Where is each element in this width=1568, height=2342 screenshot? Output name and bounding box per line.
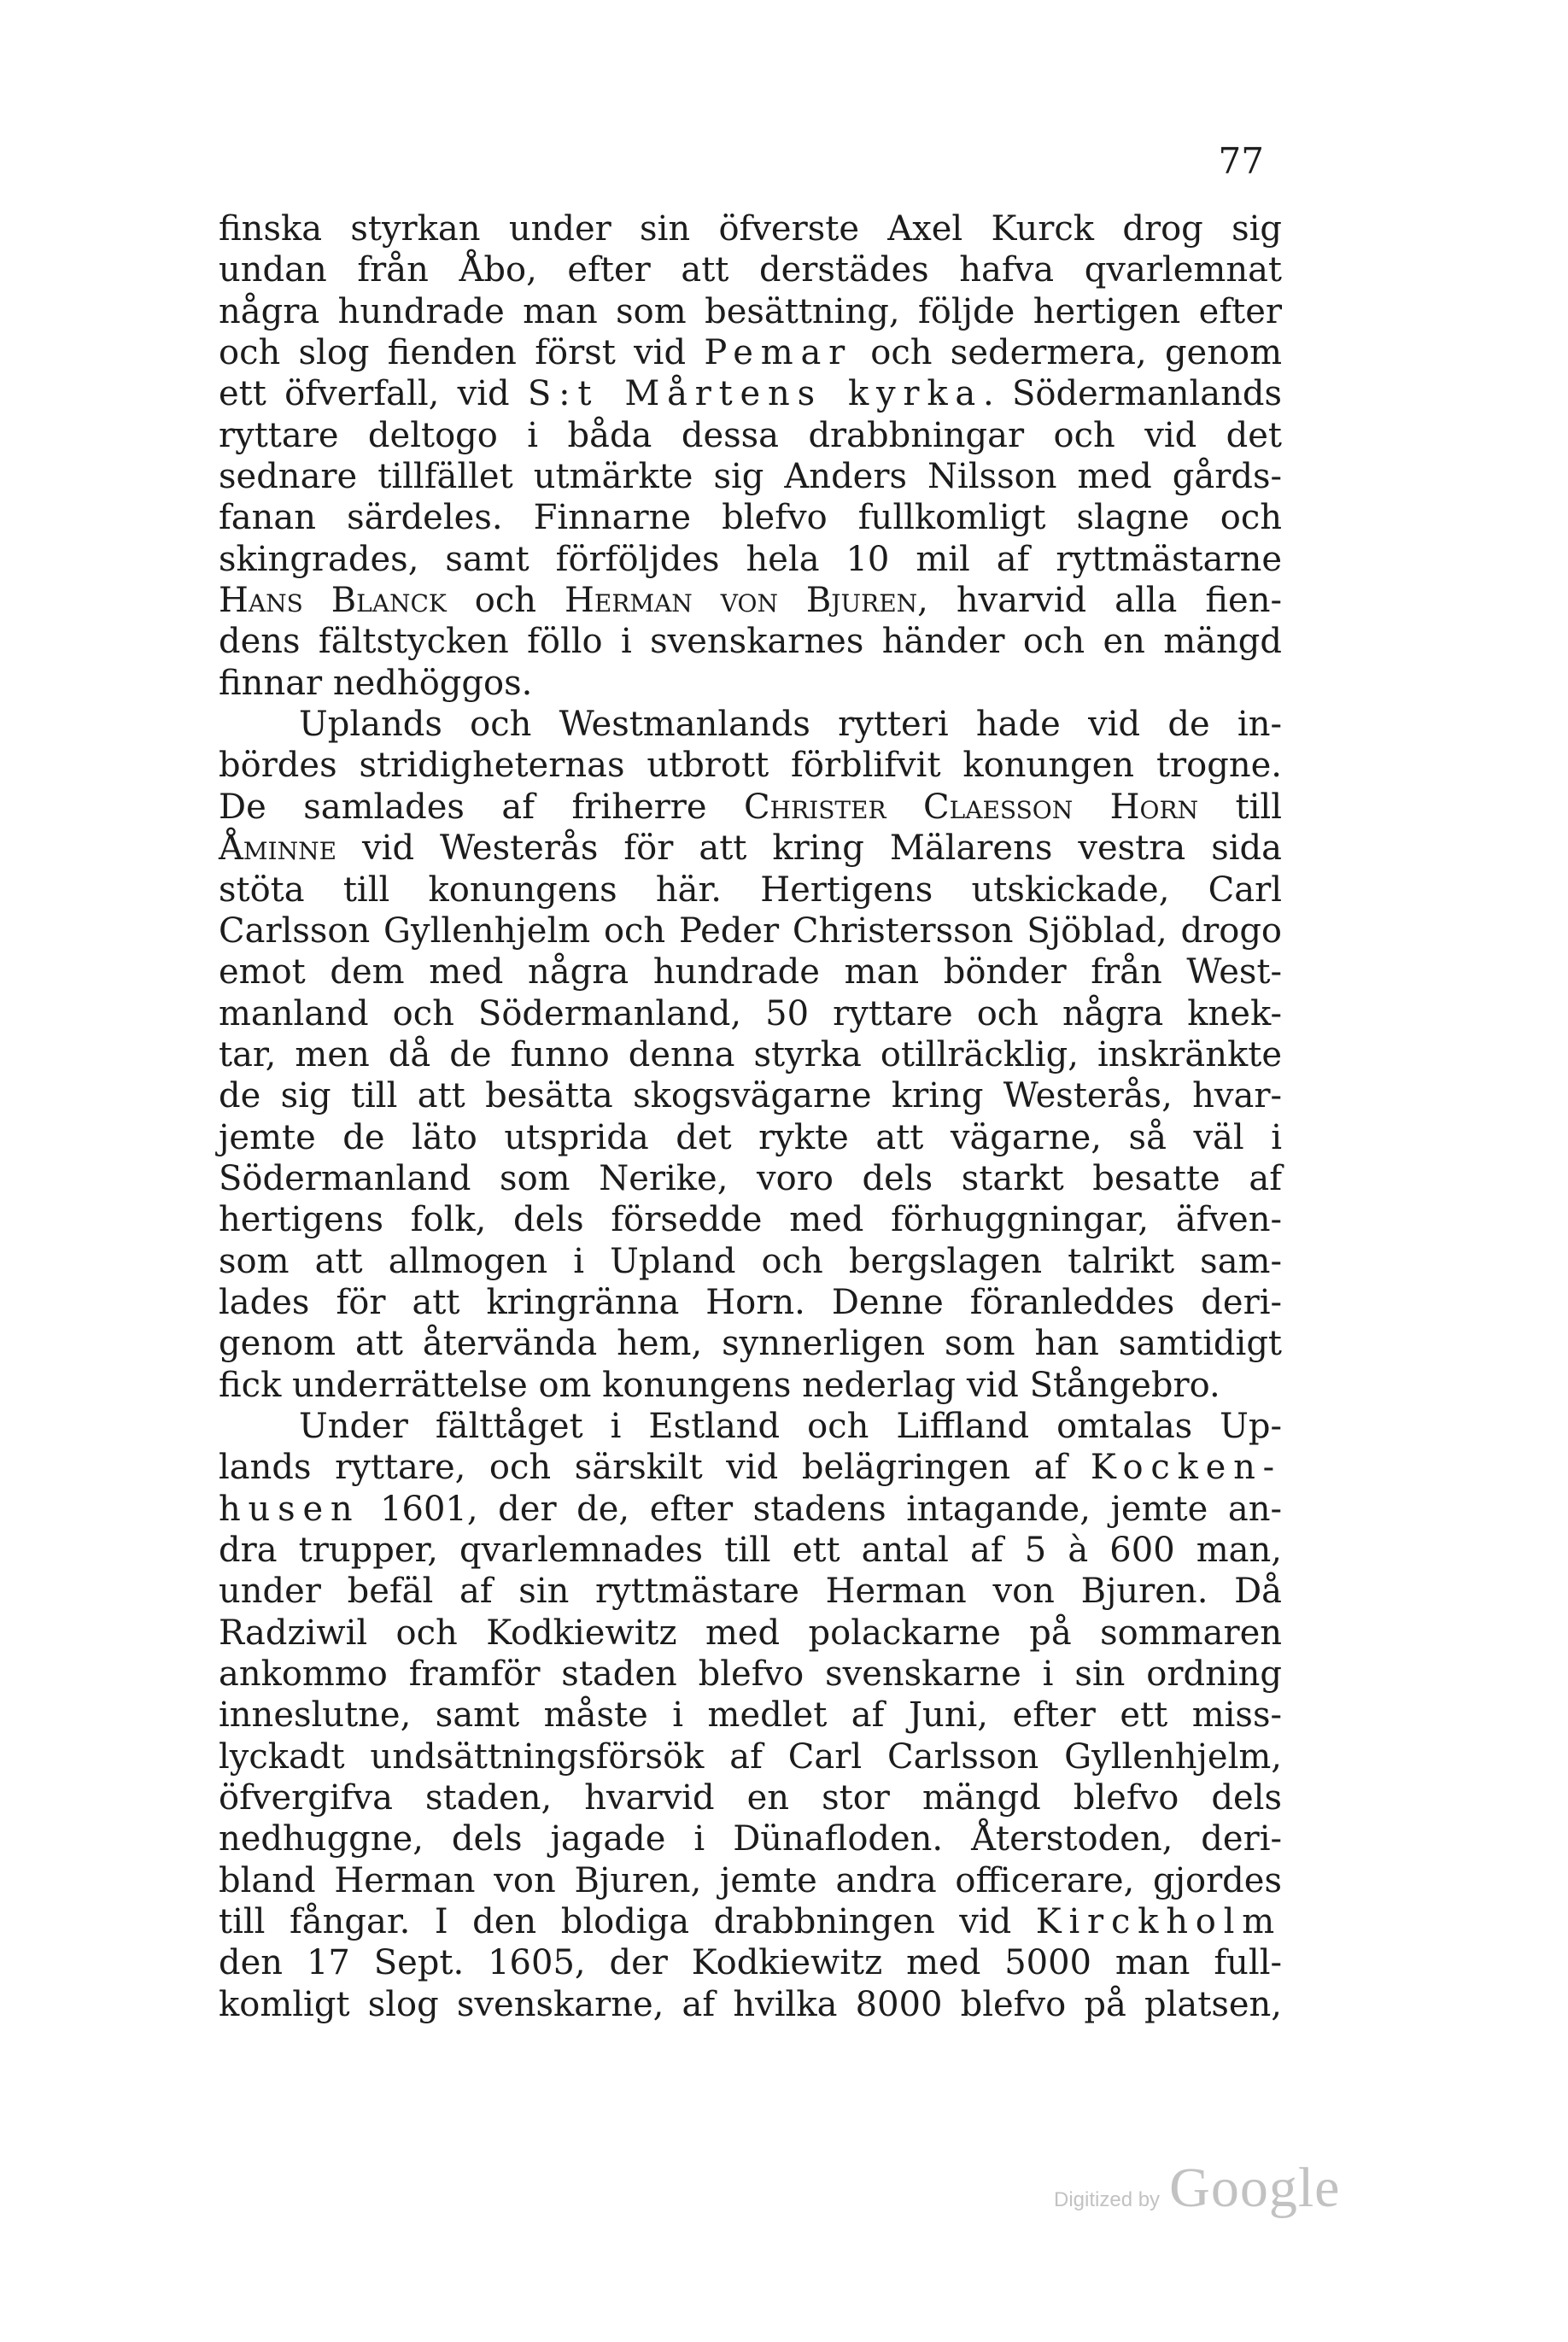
text-line	[219, 828, 1282, 869]
text-run: vid Westerås för att kring Mälarens vestra sida	[336, 828, 1282, 869]
text-line	[219, 1736, 1282, 1777]
spaced-place-name: Pemar	[704, 333, 853, 373]
text-run: bland Herman von Bjuren, jemte andra officerare, gjordes	[219, 1860, 1282, 1900]
text-line	[219, 1241, 1282, 1282]
text-run: undan från Åbo, efter att derstädes hafva qvarlemnat	[219, 250, 1282, 290]
digitized-by-label: Digitized by	[1054, 2188, 1161, 2211]
text-run: och	[446, 581, 565, 621]
small-caps-name: Åminne	[219, 828, 337, 869]
text-line	[219, 951, 1282, 992]
google-logo: Google	[1169, 2157, 1341, 2219]
text-line	[219, 373, 1282, 414]
text-run: Radziwil och Kodkiewitz med polackarne på sommaren	[219, 1613, 1282, 1653]
text-line	[219, 332, 1282, 373]
small-caps-name: Hans Blanck	[219, 581, 447, 621]
text-run: . Södermanlands	[983, 374, 1282, 414]
text-run: och sedermera, genom	[852, 333, 1283, 373]
small-caps-name: Herman von Bjuren	[565, 581, 918, 621]
text-line	[219, 580, 1282, 621]
spaced-place-name: husen	[219, 1489, 360, 1529]
text-run: komligt slog svenskarne, af hvilka 8000 blefvo på platsen,	[219, 1984, 1282, 2024]
text-line	[219, 1901, 1282, 1942]
text-line	[219, 993, 1282, 1034]
text-run: finska styrkan under sin öfverste Axel Kurck drog sig	[219, 209, 1282, 249]
text-run: manland och Södermanland, 50 ryttare och några knek-	[219, 993, 1282, 1033]
text-line	[219, 869, 1282, 910]
text-run: fick underrättelse om konungens nederlag vid Stångebro.	[219, 1365, 1220, 1405]
text-line	[219, 1158, 1282, 1199]
text-run: dens fältstycken föllo i svenskarnes händer och en mängd	[219, 622, 1282, 662]
text-line	[219, 539, 1282, 580]
text-run: några hundrade man som besättning, följde hertigen efter	[219, 291, 1282, 331]
text-line	[219, 787, 1282, 828]
text-line	[219, 1365, 1282, 1406]
text-line	[219, 249, 1282, 290]
text-line	[219, 1199, 1282, 1240]
text-run: hertigens folk, dels försedde med förhuggningar, äfven-	[219, 1200, 1282, 1240]
text-line	[219, 1984, 1282, 2025]
text-run: Carlsson Gyllenhjelm och Peder Christersson Sjöblad, drogo	[219, 910, 1282, 951]
text-run: sednare tillfället utmärkte sig Anders Nilsson med gårds-	[219, 457, 1282, 497]
text-line	[219, 663, 1282, 704]
text-line	[219, 1034, 1282, 1075]
text-line	[219, 1117, 1282, 1158]
text-line	[219, 910, 1282, 951]
text-run: lades för att kringränna Horn. Denne föranleddes deri-	[219, 1282, 1282, 1322]
text-run: under befäl af sin ryttmästare Herman von Bjuren. Då	[219, 1572, 1282, 1612]
text-run: nedhuggne, dels jagade i Dünafloden. Återstoden, deri-	[219, 1819, 1282, 1859]
text-line	[219, 1447, 1282, 1488]
spaced-place-name: S:t Mårtens kyrka	[527, 374, 984, 414]
text-line	[219, 621, 1282, 662]
spaced-place-name: Kocken-	[1090, 1448, 1282, 1488]
text-line	[219, 1942, 1282, 1983]
text-run: ett öfverfall, vid	[219, 374, 528, 414]
text-run: , hvarvid alla fien-	[917, 581, 1282, 621]
text-line	[219, 291, 1282, 332]
text-run: ryttare deltogo i båda dessa drabbningar och vid det	[219, 415, 1282, 455]
text-run: emot dem med några hundrade man bönder från West-	[219, 952, 1282, 992]
text-line	[219, 1654, 1282, 1695]
text-run: lyckadt undsättningsförsök af Carl Carlsson Gyllenhjelm,	[219, 1736, 1282, 1777]
digitization-watermark	[1054, 2156, 1340, 2221]
text-run: och slog fienden först vid	[219, 333, 705, 373]
text-line	[219, 1695, 1282, 1736]
text-run: den 17 Sept. 1605, der Kodkiewitz med 5000 man full-	[219, 1943, 1282, 1983]
text-line	[219, 1489, 1282, 1530]
text-run: till fångar. I den blodiga drabbningen vid	[219, 1902, 1036, 1942]
text-run: inneslutne, samt måste i medlet af Juni, efter ett miss-	[219, 1695, 1282, 1736]
text-line	[219, 1860, 1282, 1901]
text-run: lands ryttare, och särskilt vid belägringen af	[219, 1448, 1091, 1488]
text-line	[219, 1282, 1282, 1323]
text-run: stöta till konungens här. Hertigens utskickade, Carl	[219, 869, 1282, 910]
text-run: genom att återvända hem, synnerligen som han samtidigt	[219, 1324, 1282, 1364]
text-line	[219, 1406, 1282, 1447]
text-line	[219, 745, 1282, 786]
text-run: dra trupper, qvarlemnades till ett antal af 5 à 600 man,	[219, 1531, 1282, 1570]
text-run: Södermanland som Nerike, voro dels starkt besatte af	[219, 1158, 1282, 1198]
text-run: Under fälttåget i Estland och Liffland omtalas Up-	[299, 1406, 1282, 1446]
text-line	[219, 1530, 1282, 1571]
text-run: skingrades, samt förföljdes hela 10 mil af ryttmästarne	[219, 539, 1282, 579]
text-run: öfvergifva staden, hvarvid en stor mängd blefvo dels	[219, 1778, 1282, 1818]
text-run: Uplands och Westmanlands rytteri hade vid de in-	[299, 705, 1282, 745]
text-run: tar, men då de funno denna styrka otillräcklig, inskränkte	[219, 1034, 1282, 1074]
text-run: som att allmogen i Upland och bergslagen talrikt sam-	[219, 1241, 1282, 1281]
text-line	[219, 704, 1282, 745]
body-text	[219, 208, 1282, 2025]
text-line	[219, 415, 1282, 456]
text-run: ankommo framför staden blefvo svenskarne i sin ordning	[219, 1654, 1282, 1695]
text-run: 1601, der de, efter stadens intagande, jemte an-	[360, 1489, 1282, 1529]
text-run: finnar nedhöggos.	[219, 663, 533, 703]
page-number: 77	[1218, 140, 1264, 182]
text-line	[219, 1323, 1282, 1364]
small-caps-name: Christer Claesson Horn	[744, 787, 1199, 827]
text-line	[219, 1777, 1282, 1818]
text-line	[219, 1818, 1282, 1859]
text-line	[219, 1075, 1282, 1116]
text-run: jemte de läto utsprida det rykte att vägarne, så väl i	[219, 1117, 1282, 1157]
text-line	[219, 1613, 1282, 1654]
text-run: bördes stridigheternas utbrott förblifvit konungen trogne.	[219, 746, 1282, 786]
text-line	[219, 208, 1282, 249]
text-run: De samlades af friherre	[219, 787, 745, 827]
text-run: fanan särdeles. Finnarne blefvo fullkomligt slagne och	[219, 498, 1282, 538]
text-run: till	[1198, 787, 1282, 827]
text-line	[219, 497, 1282, 538]
spaced-place-name: Kirckholm	[1035, 1902, 1282, 1942]
text-line	[219, 1571, 1282, 1612]
text-line	[219, 456, 1282, 497]
text-run: de sig till att besätta skogsvägarne kring Westerås, hvar-	[219, 1076, 1282, 1116]
